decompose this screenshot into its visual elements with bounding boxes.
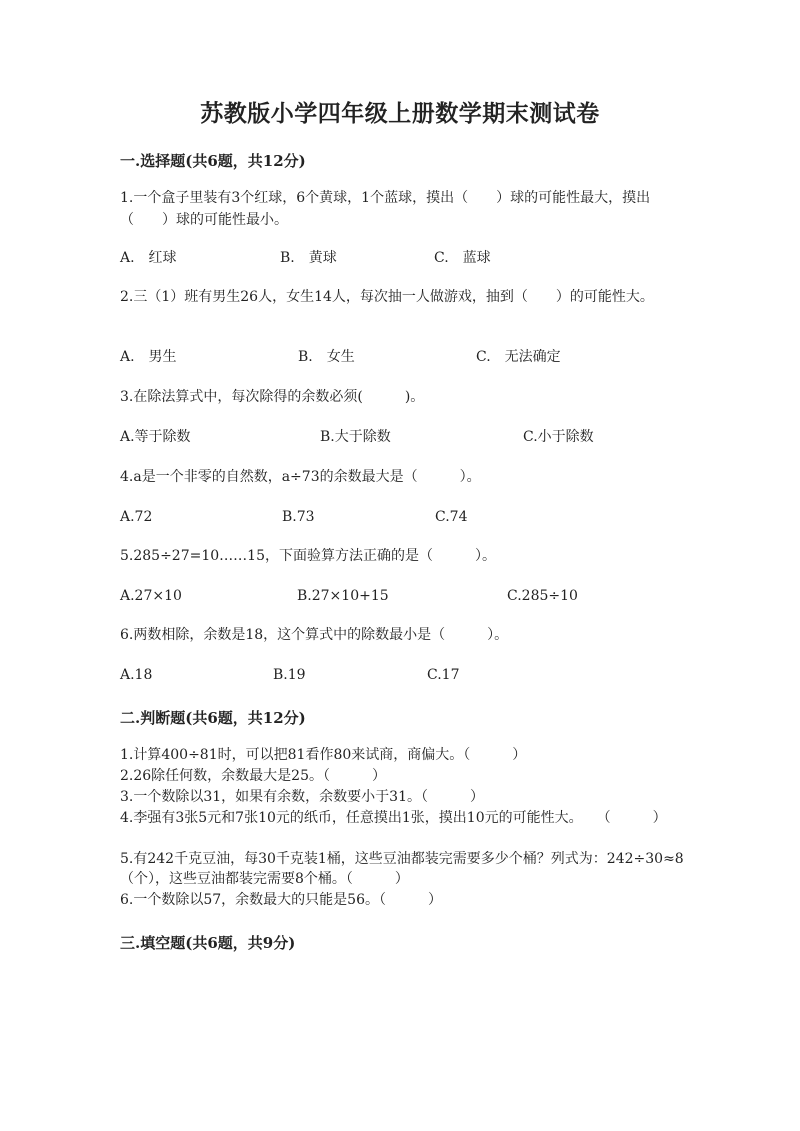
judge-item: 1.计算400÷81时，可以把81看作80来试商，商偏大。（ ） [120, 747, 527, 763]
option-b[interactable]: B. 黄球 [280, 250, 337, 266]
option-b[interactable]: B.19 [273, 667, 306, 683]
option-c[interactable]: C. 蓝球 [434, 250, 491, 266]
question-text: 3.在除法算式中，每次除得的余数必须( )。 [120, 389, 425, 405]
judge-item: 3.一个数除以31，如果有余数，余数要小于31。（ ） [120, 789, 484, 805]
option-a[interactable]: A. 红球 [120, 250, 177, 266]
question-options [120, 247, 720, 269]
option-c[interactable]: C.74 [435, 509, 468, 525]
question-options [120, 426, 720, 448]
question-options [120, 664, 720, 686]
option-a[interactable]: A.72 [120, 509, 153, 525]
option-c[interactable]: C. 无法确定 [476, 349, 561, 365]
option-a[interactable]: A.27×10 [120, 588, 182, 604]
option-c[interactable]: C.17 [427, 667, 460, 683]
section-heading-multiple-choice: 一.选择题(共6题，共12分) [120, 152, 306, 170]
judge-item: 5.有242千克豆油，每30千克装1桶，这些豆油都装完需要多少个桶？列式为：242÷30≈8（个），这些豆油都装完需要8个桶。（ ） [120, 851, 684, 887]
judge-item: 4.李强有3张5元和7张10元的纸币，任意摸出1张，摸出10元的可能性大。 （ ） [120, 810, 667, 826]
question-text: 2.三（1）班有男生26人，女生14人，每次抽一人做游戏，抽到（ ）的可能性大。 [120, 289, 654, 305]
question-options [120, 506, 720, 528]
option-a[interactable]: A.等于除数 [120, 429, 191, 445]
question-text: 5.285÷27=10……15，下面验算方法正确的是（ ）。 [120, 548, 496, 564]
section-heading-fill-blank: 三.填空题(共6题，共9分) [120, 934, 296, 952]
section-heading-true-false: 二.判断题(共6题，共12分) [120, 709, 306, 727]
question-text: 1.一个盒子里装有3个红球，6个黄球，1个蓝球，摸出（ ）球的可能性最大，摸出（ ）球的可能性最小。 [120, 190, 651, 228]
option-b[interactable]: B.73 [282, 509, 315, 525]
option-b[interactable]: B. 女生 [298, 349, 355, 365]
option-c[interactable]: C.285÷10 [507, 588, 578, 604]
option-b[interactable]: B.大于除数 [320, 429, 391, 445]
judge-item: 2.26除任何数，余数最大是25。（ ） [120, 768, 386, 784]
question-text: 4.a是一个非零的自然数，a÷73的余数最大是（ ）。 [120, 469, 481, 485]
option-b[interactable]: B.27×10+15 [297, 588, 389, 604]
exam-title: 苏教版小学四年级上册数学期末测试卷 [200, 100, 600, 127]
option-a[interactable]: A. 男生 [120, 349, 177, 365]
question-text: 6.两数相除，余数是18，这个算式中的除数最小是（ ）。 [120, 627, 509, 643]
question-options [120, 346, 720, 368]
judge-item: 6.一个数除以57，余数最大的只能是56。（ ） [120, 892, 442, 908]
option-a[interactable]: A.18 [120, 667, 153, 683]
option-c[interactable]: C.小于除数 [523, 429, 594, 445]
question-options [120, 585, 720, 607]
